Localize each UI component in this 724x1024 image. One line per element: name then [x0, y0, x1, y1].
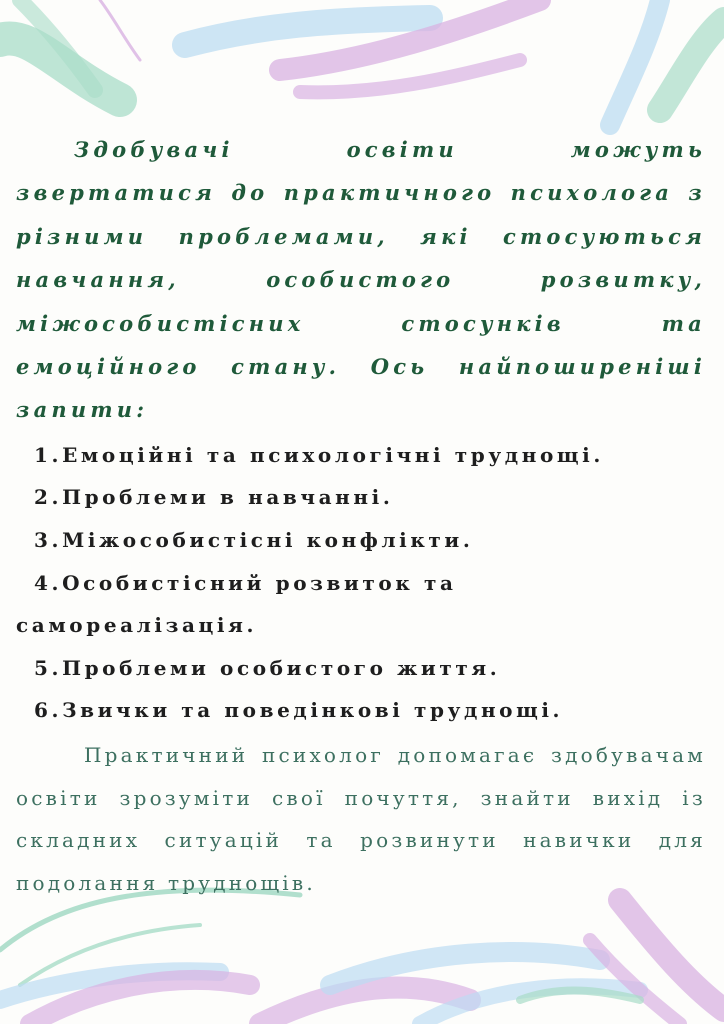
mint-brush-stroke [20, 0, 95, 90]
lilac-brush-stroke [300, 60, 520, 92]
document-body [16, 128, 706, 905]
lilac-brush-stroke [590, 940, 680, 1024]
mint-brush-stroke [660, 20, 724, 110]
requests-list [16, 434, 706, 732]
lilac-brush-stroke [30, 980, 250, 1024]
list-item: 2.Проблеми в навчанні. [34, 485, 394, 510]
blue-brush-stroke [0, 971, 220, 1000]
list-item: 6.Звички та поведінкові труднощі. [34, 698, 564, 723]
blue-brush-stroke [185, 18, 430, 45]
lilac-brush-stroke [260, 988, 470, 1024]
mint-brush-stroke [520, 991, 640, 1000]
lilac-brush-stroke [280, 0, 540, 70]
list-item: 5.Проблеми особистого життя. [34, 655, 501, 680]
list-item: 1.Емоційні та психологічні труднощі. [34, 442, 604, 467]
blue-brush-stroke [330, 952, 600, 985]
intro-paragraph: Здобувачі освіти можуть звертатися до практичного психолога з різними проблемами, які стосуються навчання, особистого розвитку, міжособистісних стосунків та емоційного стану. Ось найпоширеніші запити: [16, 137, 706, 423]
mint-brush-stroke [0, 38, 120, 100]
mint-brush-stroke [20, 925, 200, 985]
list-item: 3.Міжособистісні конфлікти. [34, 528, 474, 553]
lilac-brush-stroke [100, 0, 140, 60]
outro-paragraph: Практичний психолог допомагає здобувачам освіти зрозуміти свої почуття, знайти вихід із складних ситуацій та розвинути навички для подолання труднощів. [16, 743, 706, 896]
blue-brush-stroke [610, 0, 660, 125]
list-item: 4.Особистісний розвиток та самореалізація. [16, 570, 457, 638]
lilac-brush-stroke [620, 900, 724, 1010]
blue-brush-stroke [420, 986, 640, 1024]
